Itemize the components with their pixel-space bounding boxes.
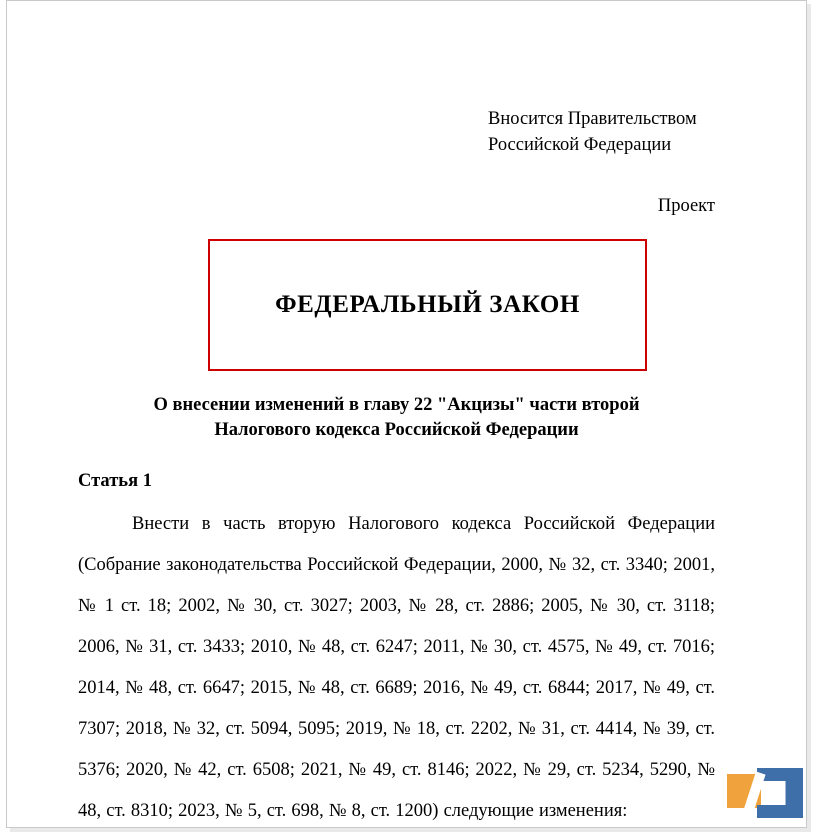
- submitter-line-2: Российской Федерации: [488, 135, 672, 155]
- company-logo-icon: [727, 762, 805, 824]
- document-subject-line-1: О внесении изменений в главу 22 "Акцизы" части второй: [153, 395, 640, 415]
- law-title-box: [208, 239, 647, 371]
- law-title: ФЕДЕРАЛЬНЫЙ ЗАКОН: [275, 291, 580, 318]
- document-content: [6, 0, 807, 828]
- article-body-paragraph: Внести в часть вторую Налогового кодекса Российской Федерации (Собрание законодательства Российской Федерации, 2000, № 32, ст. 3340; 2001, № 1 ст. 18; 2002, № 30, ст. 3027; 2003, № 28, ст. 2886; 2005, № 30, ст. 3118; 2006, № 31, ст. 3433; 2010, № 48, ст. 6247; 2011, № 30, ст. 4575, № 49, ст. 7016; 2014, № 48, ст. 6647; 2015, № 48, ст. 6689; 2016, № 49, ст. 6844; 2017, № 49, ст. 7307; 2018, № 32, ст. 5094, 5095; 2019, № 18, ст. 2202, № 31, ст. 4414, № 39, ст. 5376; 2020, № 42, ст. 6508; 2021, № 49, ст. 8146; 2022, № 29, ст. 5234, 5290, № 48, ст. 8310; 2023, № 5, ст. 698, № 8, ст. 1200) следующие изменения:: [78, 514, 715, 821]
- page-shadow-right: [807, 4, 811, 832]
- submitter-line-1: Вносится Правительством: [488, 109, 697, 129]
- document-subject: [78, 393, 715, 443]
- project-label: Проект: [657, 196, 715, 216]
- article-heading: Статья 1: [78, 471, 152, 491]
- submitter-block: [78, 106, 715, 158]
- document-subject-line-2: Налогового кодекса Российской Федерации: [214, 420, 579, 440]
